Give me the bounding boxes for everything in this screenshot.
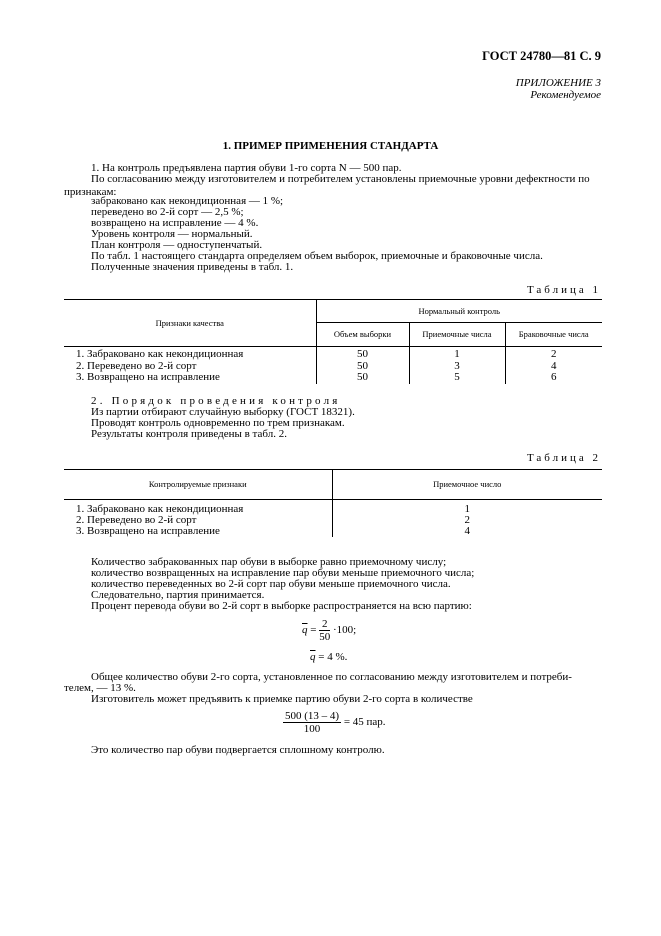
table1-header-feature: Признаки качества xyxy=(64,300,316,347)
table2-caption: Таблица 2 xyxy=(526,452,601,464)
formula2-rest: = 4 %. xyxy=(318,651,348,663)
conclusion-line-3: Изготовитель может предъявить к приемке партию обуви 2-го сорта в количестве xyxy=(91,693,473,705)
formula-lot-quantity xyxy=(283,710,386,735)
table-row xyxy=(64,347,602,361)
table1-accept: 3 xyxy=(409,361,505,373)
formula3-fraction xyxy=(283,710,341,735)
results-line-2: количество возвращенных на исправление пар обуви меньше приемочного числа; xyxy=(91,567,475,579)
formula3-numerator: 500 (13 – 4) xyxy=(285,710,340,722)
table2-header-accept: Приемочное число xyxy=(332,470,602,500)
intro-line-6: По табл. 1 настоящего стандарта определяем объем выборок, приемочные и браковочные числа. xyxy=(91,250,543,262)
table-row xyxy=(64,372,602,384)
table-row xyxy=(64,526,602,537)
formula3-tail: = 45 пар. xyxy=(343,716,386,729)
table1-sample: 50 xyxy=(316,372,409,384)
table1-accept: 5 xyxy=(409,372,505,384)
formula1-denominator: 50 xyxy=(319,631,331,643)
table2-feature: 1. Забраковано как некондиционная xyxy=(64,500,332,516)
table-row xyxy=(64,500,602,516)
procedure-line-1: Из партии отбирают случайную выборку (ГОСТ 18321). xyxy=(91,406,355,418)
intro-line-5: План контроля — одноступенчатый. xyxy=(91,239,263,251)
table1-caption: Таблица 1 xyxy=(526,284,601,296)
conclusion-line-1: Общее количество обуви 2-го сорта, установленное по согласованию между изготовителем и потреби- xyxy=(91,671,572,683)
formula1-fraction xyxy=(319,618,330,643)
appendix-label: ПРИЛОЖЕНИЕ 3 xyxy=(515,77,601,89)
table1-feature: 3. Возвращено на исправление xyxy=(64,372,316,384)
table-2 xyxy=(64,469,602,537)
table2-feature: 3. Возвращено на исправление xyxy=(64,526,332,537)
table2-header-feature: Контролируемые признаки xyxy=(64,470,332,500)
table1-header-group: Нормальный контроль xyxy=(316,300,602,323)
table2-feature: 2. Переведено во 2-й сорт xyxy=(64,515,332,526)
table1-header-accept: Приемочные числа xyxy=(409,323,505,347)
final-sentence: Это количество пар обуви подвергается сплошному контролю. xyxy=(91,744,385,756)
procedure-line-3: Результаты контроля приведены в табл. 2. xyxy=(91,428,287,440)
results-line-3: количество переведенных во 2-й сорт пар обуви меньше приемочного числа. xyxy=(91,578,451,590)
table1-accept: 1 xyxy=(409,347,505,361)
procedure-line-2: Проводят контроль одновременно по трем признакам. xyxy=(91,417,345,429)
table2-accept: 1 xyxy=(464,503,470,515)
table1-header-reject: Браковочные числа xyxy=(505,323,602,347)
table1-feature: 2. Переведено во 2-й сорт xyxy=(64,361,316,373)
results-line-5: Процент перевода обуви во 2-й сорт в выборке распространяется на всю партию: xyxy=(91,600,472,612)
formula-q-result xyxy=(310,651,347,664)
intro-line-2: переведено во 2-й сорт — 2,5 %; xyxy=(91,206,244,218)
document-code: ГОСТ 24780—81 С. 9 xyxy=(482,49,601,63)
table1-reject: 6 xyxy=(551,371,557,383)
table1-reject: 2 xyxy=(551,348,557,360)
table1-sample: 50 xyxy=(316,347,409,361)
formula-q-calculation xyxy=(302,618,356,643)
results-line-1: Количество забракованных пар обуви в выборке равно приемочному числу; xyxy=(91,556,447,568)
table-1 xyxy=(64,299,602,384)
formula1-numerator: 2 xyxy=(319,618,330,631)
results-line-4: Следовательно, партия принимается. xyxy=(91,589,265,601)
conclusion-line-2: телем, — 13 %. xyxy=(64,682,136,694)
procedure-heading: 2. Порядок проведения контроля xyxy=(91,395,341,407)
table1-sample: 50 xyxy=(316,361,409,373)
table2-accept: 4 xyxy=(464,525,470,537)
intro-line-4: Уровень контроля — нормальный. xyxy=(91,228,253,240)
formula2-lhs: $\overline{q}$ xyxy=(310,651,316,663)
intro-paragraph-2: По согласованию между изготовителем и потребителем установлены приемочные уровни дефектности по признакам: xyxy=(64,173,590,198)
formula1-lhs: $\overline{q}$ xyxy=(302,624,308,637)
intro-line-1: забраковано как некондиционная — 1 %; xyxy=(91,195,284,207)
formula3-denominator: 100 xyxy=(303,723,321,735)
appendix-block xyxy=(516,77,601,101)
section-title: 1. ПРИМЕР ПРИМЕНЕНИЯ СТАНДАРТА xyxy=(222,140,439,152)
formula1-eq: = xyxy=(310,624,317,637)
intro-paragraph-1: 1. На контроль предъявлена партия обуви 1-го сорта N — 500 пар. xyxy=(91,162,402,174)
formula1-tail: ·100; xyxy=(332,624,357,637)
intro-line-3: возвращено на исправление — 4 %. xyxy=(91,217,259,229)
table1-feature: 1. Забраковано как некондиционная xyxy=(64,347,316,361)
intro-line-7: Полученные значения приведены в табл. 1. xyxy=(91,261,294,273)
appendix-status: Рекомендуемое xyxy=(530,89,601,101)
table1-reject: 4 xyxy=(551,359,557,372)
table1-header-sample: Объем выборки xyxy=(316,323,409,347)
table2-accept: 2 xyxy=(464,514,470,526)
